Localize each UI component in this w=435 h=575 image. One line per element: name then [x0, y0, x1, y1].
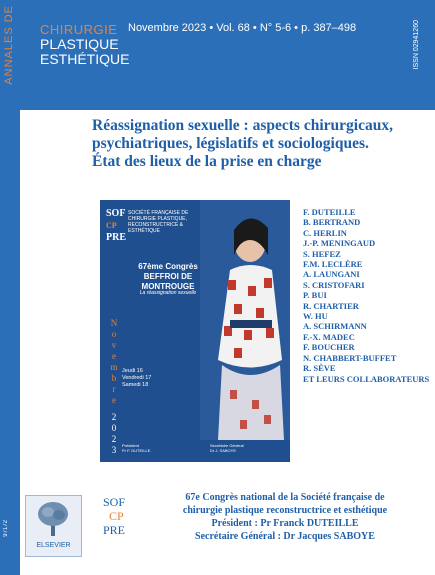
month-letter: o	[111, 329, 117, 339]
author-name: R. SÈVE	[303, 363, 336, 374]
author-name: F. DUTEILLE	[303, 207, 356, 217]
author-name: F.M. LECLÈRE	[303, 259, 363, 270]
footer-secretary: Secrétaire Général : Dr Jacques SABOYE	[195, 531, 375, 542]
author-name: A. SCHIRMANN	[303, 321, 367, 332]
author-name: N. CHABBERT-BUFFET	[303, 352, 397, 363]
author-name: R. CHARTIER	[303, 300, 359, 311]
poster-president: Président Pr F. DUTEILLE	[122, 443, 151, 453]
author-name: S. HEFEZ	[303, 248, 341, 259]
author-name: S. CRISTOFARI	[303, 279, 365, 290]
issue-line: Novembre 2023 • Vol. 68 • N° 5-6 • p. 387–498	[128, 22, 357, 34]
month-letter: 2	[111, 434, 117, 444]
journal-name-line1: CHIRURGIE	[40, 22, 118, 37]
author-name: B. BERTRAND	[303, 217, 361, 228]
poster-society-name: SOCIÉTÉ FRANÇAISE DE CHIRURGIE PLASTIQUE, RECONSTRUCTRICE & ESTHÉTIQUE	[128, 210, 189, 234]
footer-line2: chirurgie plastique reconstructrice et esthétique	[182, 505, 388, 516]
congress-poster	[100, 200, 290, 462]
journal-name-line2: PLASTIQUE	[40, 36, 119, 52]
month-letter: v	[111, 340, 117, 350]
barcode-number: 97172	[3, 520, 9, 537]
author-name: F.-X. MADEC	[303, 331, 355, 342]
author-name: P. BUI	[303, 290, 327, 301]
cover-header	[20, 0, 435, 110]
title-line3: État des lieux de la prise en charge	[92, 153, 322, 170]
cover-title	[92, 117, 432, 171]
footer-sofcpre-logo: SOF CP PRE	[103, 495, 126, 537]
poster-month-vertical	[108, 318, 120, 456]
sidebar-journal-label: ANNALES DE	[3, 5, 15, 85]
author-name: C. HERLIN	[303, 227, 347, 238]
poster-theme: La réassignation sexuelle	[139, 290, 197, 296]
author-name: F. BOUCHER	[303, 342, 355, 353]
poster-figure-illustration	[200, 200, 290, 440]
month-letter: b	[111, 373, 117, 383]
footer-president: Président : Pr Franck DUTEILLE	[211, 518, 359, 529]
author-list	[303, 207, 433, 384]
author-name: J.-P. MENINGAUD	[303, 238, 376, 249]
issn: ISSN 02941260	[413, 20, 420, 70]
publisher-name: ELSEVIER	[36, 542, 71, 549]
title-line1: Réassignation sexuelle : aspects chirurgicaux,	[92, 117, 393, 134]
poster-secretary: Secrétaire Général Dr J. SABOYE	[210, 443, 244, 453]
elsevier-logo	[25, 495, 82, 557]
month-letter: r	[112, 384, 116, 394]
month-letter: 3	[111, 445, 117, 455]
journal-logo	[40, 22, 129, 67]
month-letter: 0	[111, 423, 117, 433]
month-letter: e	[112, 395, 116, 405]
poster-days: Jeudi 16 Vendredi 17 Samedi 18	[122, 368, 152, 388]
title-line2: psychiatriques, législatifs et sociologiques.	[92, 135, 369, 152]
author-name: ET LEURS COLLABORATEURS	[303, 373, 430, 384]
cover-sidebar	[0, 0, 20, 575]
author-name: W. HU	[303, 311, 328, 322]
month-letter: m	[110, 362, 118, 372]
journal-name-line3: ESTHÉTIQUE	[40, 51, 130, 67]
month-letter: 2	[111, 412, 117, 422]
poster-congress: 67ème Congrès BEFFROI DE MONTROUGE	[138, 262, 198, 291]
month-letter: e	[112, 351, 116, 361]
month-letter: N	[110, 318, 118, 328]
elsevier-tree-icon	[36, 500, 70, 538]
poster-sofcpre-logo: SOF CP PRE	[106, 208, 126, 243]
author-name: A. LAUNGANI	[303, 269, 360, 280]
footer-congress-info	[140, 491, 430, 543]
footer-line1: 67e Congrès national de la Société française de	[185, 492, 385, 503]
